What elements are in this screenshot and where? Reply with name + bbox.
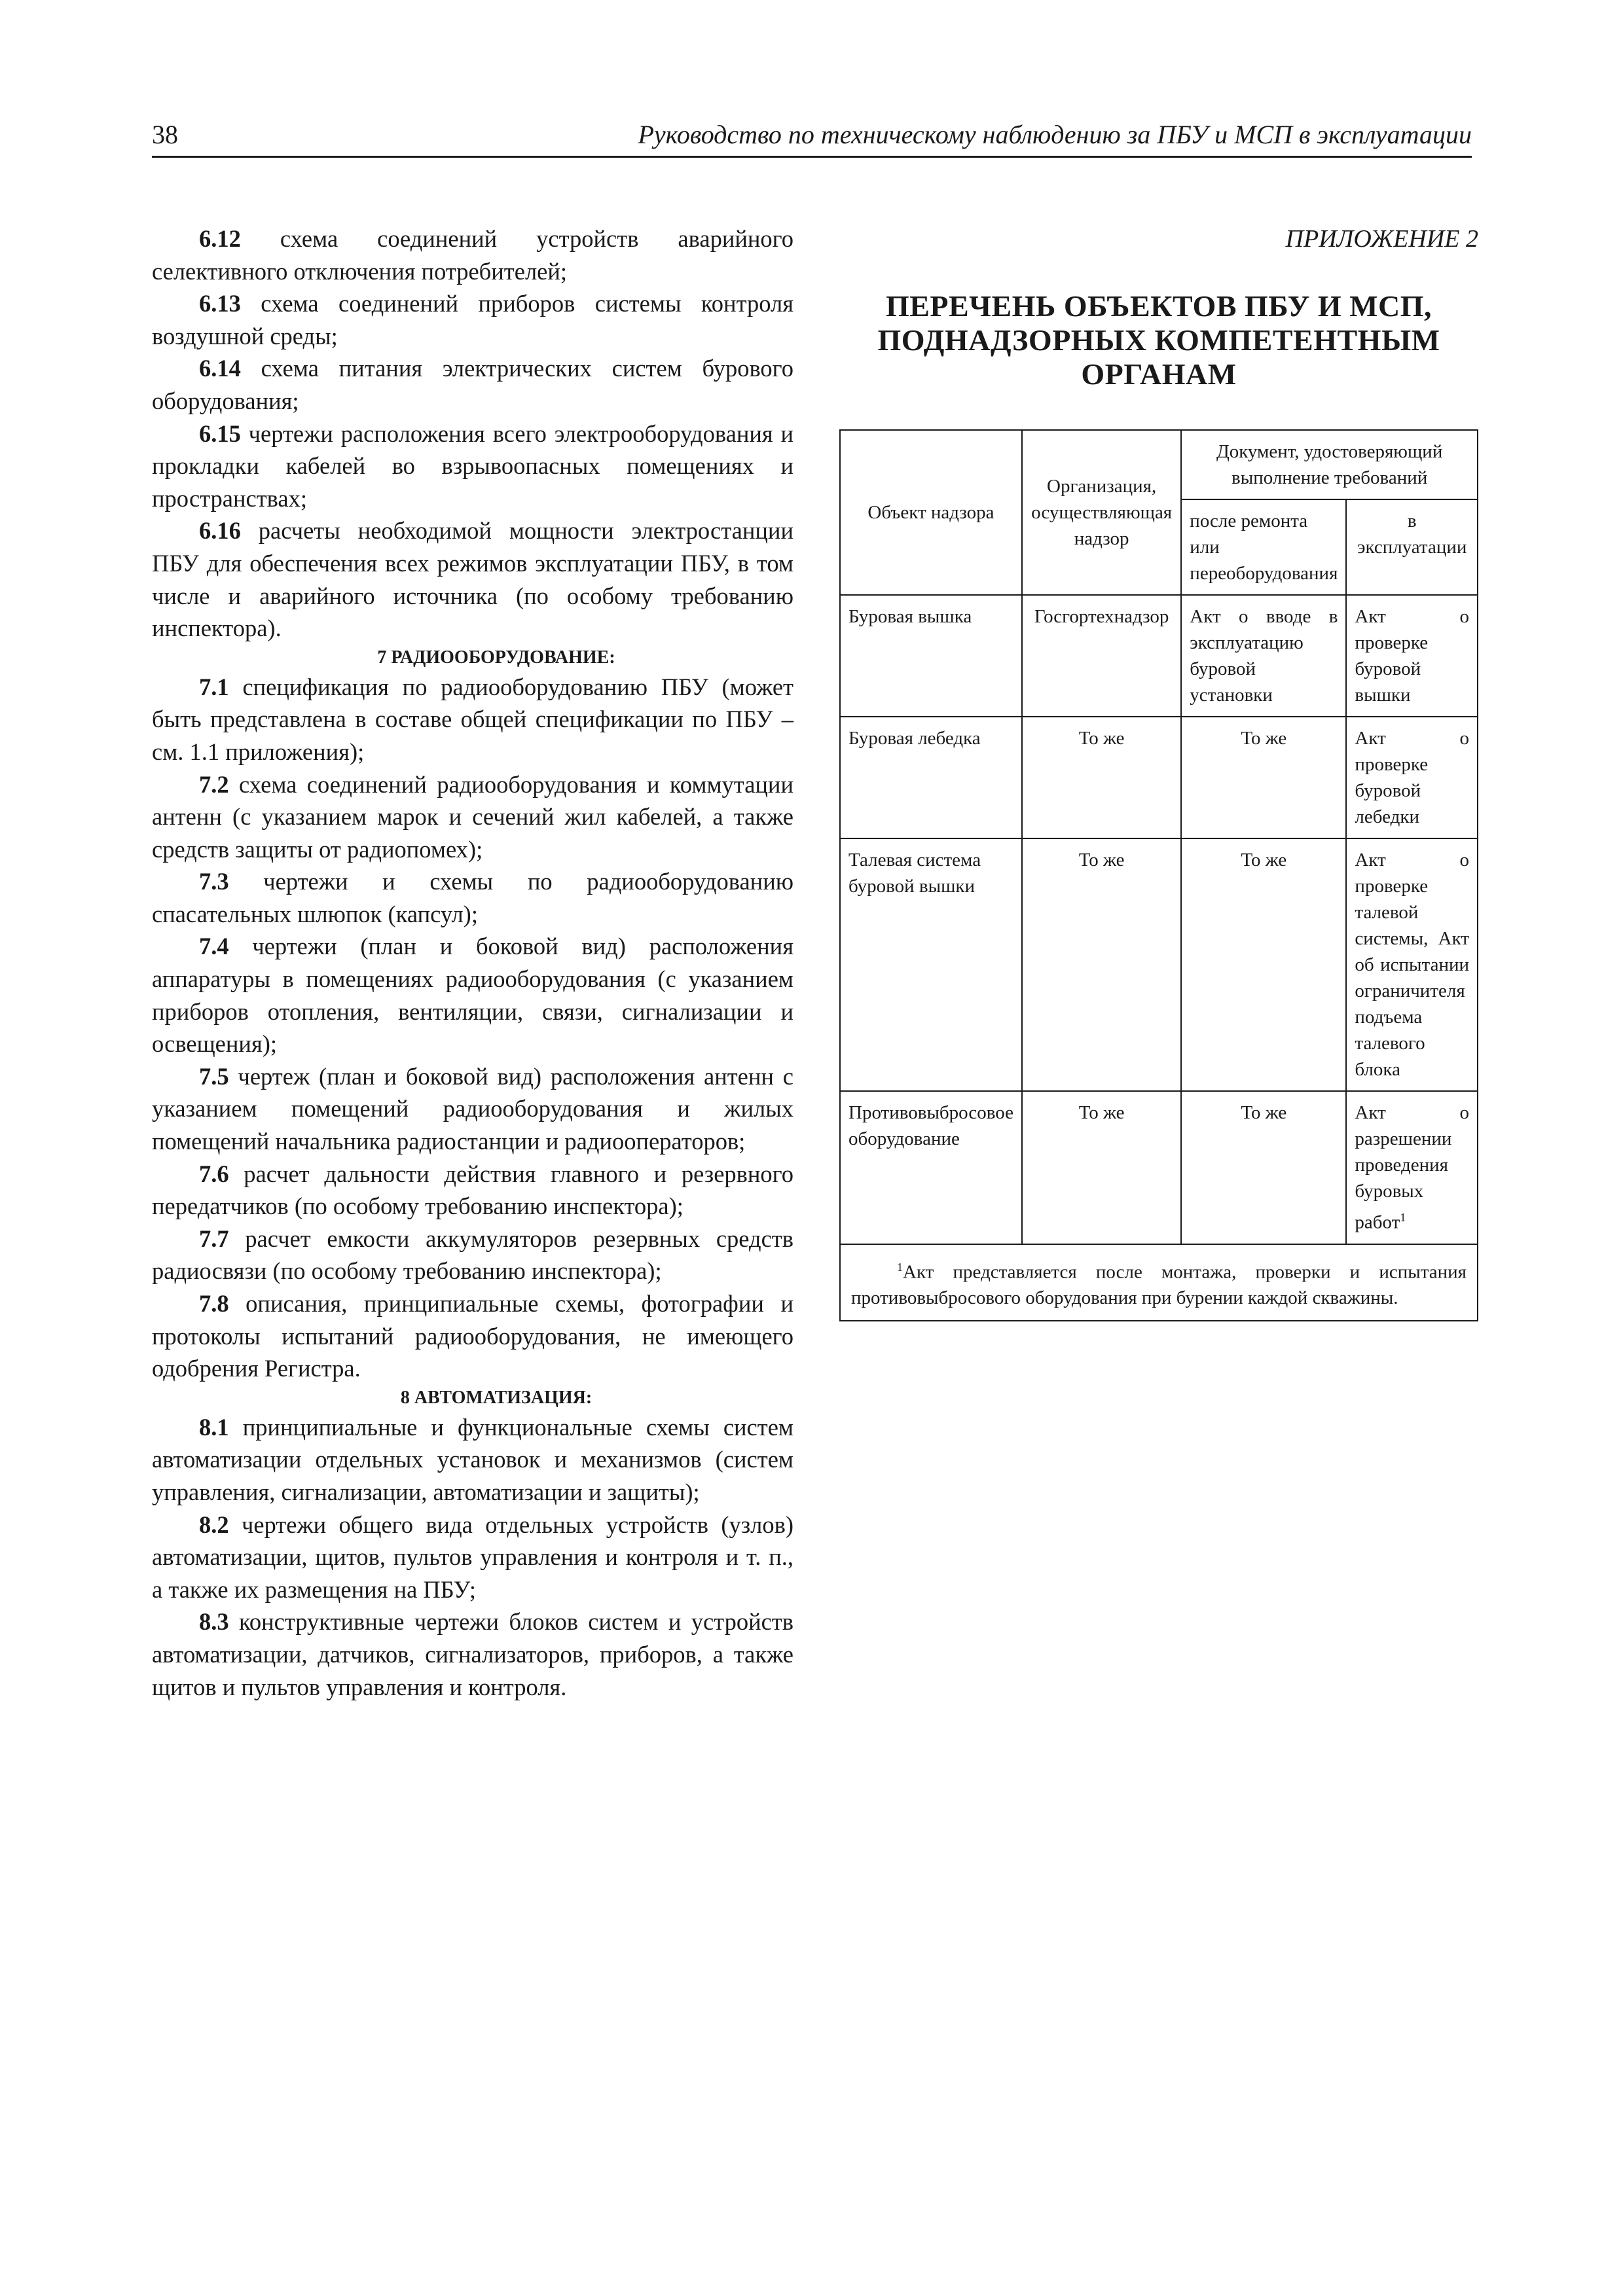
list-item (152, 418, 793, 515)
list-item (152, 287, 793, 352)
footnote-text: Акт представляется после монтажа, проверки и испытания противовыбросового оборудования при бурении каждой скважины. (851, 1261, 1467, 1309)
list-item (152, 514, 793, 644)
cell-organization: Госгортехнадзор (1022, 595, 1181, 717)
cell-in-operation: Акт о проверке талевой системы, Акт об испытании ограничителя подъема талевого блока (1346, 838, 1478, 1091)
left-column (152, 223, 793, 1703)
title-line: ПОДНАДЗОРНЫХ КОМПЕТЕНТНЫМ (877, 323, 1440, 357)
section-heading-automation: 8 АВТОМАТИЗАЦИЯ: (400, 1387, 593, 1408)
table-header-row (840, 430, 1478, 499)
item-text: схема питания электрических систем бурового оборудования; (152, 355, 793, 414)
title-line: ОРГАНАМ (1081, 357, 1237, 391)
cell-object: Буровая лебедка (840, 717, 1022, 838)
item-text: расчет дальности действия главного и резервного передатчиков (по особому требованию инспектора); (152, 1160, 793, 1220)
running-title: Руководство по техническому наблюдению за ПБУ и МСП в эксплуатации (638, 120, 1472, 149)
cell-after-repair: То же (1181, 838, 1346, 1091)
item-number: 8.1 (199, 1413, 229, 1441)
cell-organization: То же (1022, 717, 1181, 838)
section-8-list (152, 1411, 793, 1703)
cell-in-operation (1346, 1091, 1478, 1244)
footnote-ref: 1 (1400, 1211, 1406, 1224)
cell-organization: То же (1022, 1091, 1181, 1244)
item-number: 6.15 (199, 420, 241, 447)
item-text: чертежи общего вида отдельных устройств (узлов) автоматизации, щитов, пультов управления и контроля и т. п., а также их размещения на ПБУ; (152, 1511, 793, 1603)
table-row (840, 717, 1478, 838)
page-header (152, 115, 1472, 158)
section-heading-radio: 7 РАДИООБОРУДОВАНИЕ: (377, 647, 615, 668)
item-text: схема соединений устройств аварийного селективного отключения потребителей; (152, 225, 793, 285)
section-7-list (152, 671, 793, 1385)
list-item (152, 671, 793, 768)
header-object: Объект надзора (840, 430, 1022, 595)
item-number: 6.14 (199, 355, 241, 382)
list-item (152, 1060, 793, 1158)
cell-after-repair: То же (1181, 717, 1346, 838)
title-line: ПЕРЕЧЕНЬ ОБЪЕКТОВ ПБУ И МСП, (885, 289, 1432, 323)
cell-in-operation: Акт о проверке буровой лебедки (1346, 717, 1478, 838)
table-row (840, 838, 1478, 1091)
item-number: 6.16 (199, 517, 241, 545)
cell-in-operation-text: Акт о разрешении проведения буровых работ (1355, 1102, 1469, 1233)
item-text: чертежи и схемы по радиооборудованию спасательных шлюпок (капсул); (152, 868, 793, 927)
table-footnote-row (840, 1244, 1478, 1321)
item-number: 7.7 (199, 1225, 229, 1252)
list-item (152, 1509, 793, 1606)
item-text: принципиальные и функциональные схемы систем автоматизации отдельных установок и механизмов (систем управления, сигнализации, автоматизации и защиты); (152, 1413, 793, 1505)
item-number: 8.2 (199, 1511, 229, 1538)
list-item (152, 930, 793, 1060)
cell-object: Талевая система буровой вышки (840, 838, 1022, 1091)
item-number: 6.13 (199, 290, 241, 317)
section-6-list (152, 223, 793, 645)
item-text: описания, принципиальные схемы, фотографии и протоколы испытаний радиооборудования, не имеющего одобрения Регистра. (152, 1290, 793, 1382)
appendix-title (839, 289, 1478, 391)
list-item (152, 1411, 793, 1509)
cell-object: Противовыбросовое оборудование (840, 1091, 1022, 1244)
cell-after-repair: Акт о вводе в эксплуатацию буровой установки (1181, 595, 1346, 717)
item-number: 6.12 (199, 225, 241, 252)
item-number: 7.8 (199, 1290, 229, 1317)
list-item (152, 1287, 793, 1385)
item-text: расчет емкости аккумуляторов резервных средств радиосвязи (по особому требованию инспектора); (152, 1225, 793, 1285)
cell-in-operation: Акт о проверке буровой вышки (1346, 595, 1478, 717)
item-text: спецификация по радиооборудованию ПБУ (может быть представлена в составе общей спецификации по ПБУ – см. 1.1 приложения); (152, 673, 793, 765)
item-text: расчеты необходимой мощности электростанции ПБУ для обеспечения всех режимов эксплуатации ПБУ, в том числе и аварийного источника (по особому требованию инспектора). (152, 517, 793, 642)
table-row (840, 595, 1478, 717)
page-number: 38 (152, 120, 178, 149)
header-after-repair: после ремонта или переоборудования (1181, 499, 1346, 595)
item-text: чертежи расположения всего электрооборудования и прокладки кабелей во взрывоопасных помещениях и пространствах; (152, 420, 793, 512)
item-text: схема соединений радиооборудования и коммутации антенн (с указанием марок и сечений жил кабелей, а также средств защиты от радиопомех); (152, 770, 793, 863)
item-number: 7.4 (199, 933, 229, 960)
item-number: 7.3 (199, 868, 229, 895)
right-column (839, 223, 1478, 391)
header-document: Документ, удостоверяющий выполнение требований (1181, 430, 1478, 499)
list-item (152, 768, 793, 866)
list-item (152, 223, 793, 287)
item-number: 8.3 (199, 1608, 229, 1636)
appendix-label: ПРИЛОЖЕНИЕ 2 (1285, 225, 1478, 253)
item-number: 7.1 (199, 673, 229, 700)
cell-object: Буровая вышка (840, 595, 1022, 717)
table-footnote (840, 1244, 1478, 1321)
item-text: чертеж (план и боковой вид) расположения антенн с указанием помещений радиооборудования и жилых помещений начальника радиостанции и радиооператоров; (152, 1062, 793, 1155)
list-item (152, 1605, 793, 1703)
list-item (152, 1158, 793, 1223)
supervision-objects-table (839, 429, 1478, 1321)
item-text: схема соединений приборов системы контроля воздушной среды; (152, 290, 793, 350)
list-item (152, 865, 793, 930)
table-row (840, 1091, 1478, 1244)
item-number: 7.6 (199, 1160, 229, 1187)
footnote-mark: 1 (897, 1260, 903, 1274)
list-item (152, 352, 793, 417)
item-text: чертежи (план и боковой вид) расположения аппаратуры в помещениях радиооборудования (с указанием приборов отопления, вентиляции, связи, сигнализации и освещения); (152, 933, 793, 1058)
list-item (152, 1223, 793, 1287)
cell-organization: То же (1022, 838, 1181, 1091)
header-organization: Организация, осуществляющая надзор (1022, 430, 1181, 595)
item-number: 7.2 (199, 770, 229, 798)
header-in-operation: в эксплуатации (1346, 499, 1478, 595)
item-number: 7.5 (199, 1062, 229, 1090)
cell-after-repair: То же (1181, 1091, 1346, 1244)
item-text: конструктивные чертежи блоков систем и устройств автоматизации, датчиков, сигнализаторов, приборов, а также щитов и пультов управления и контроля. (152, 1608, 793, 1700)
